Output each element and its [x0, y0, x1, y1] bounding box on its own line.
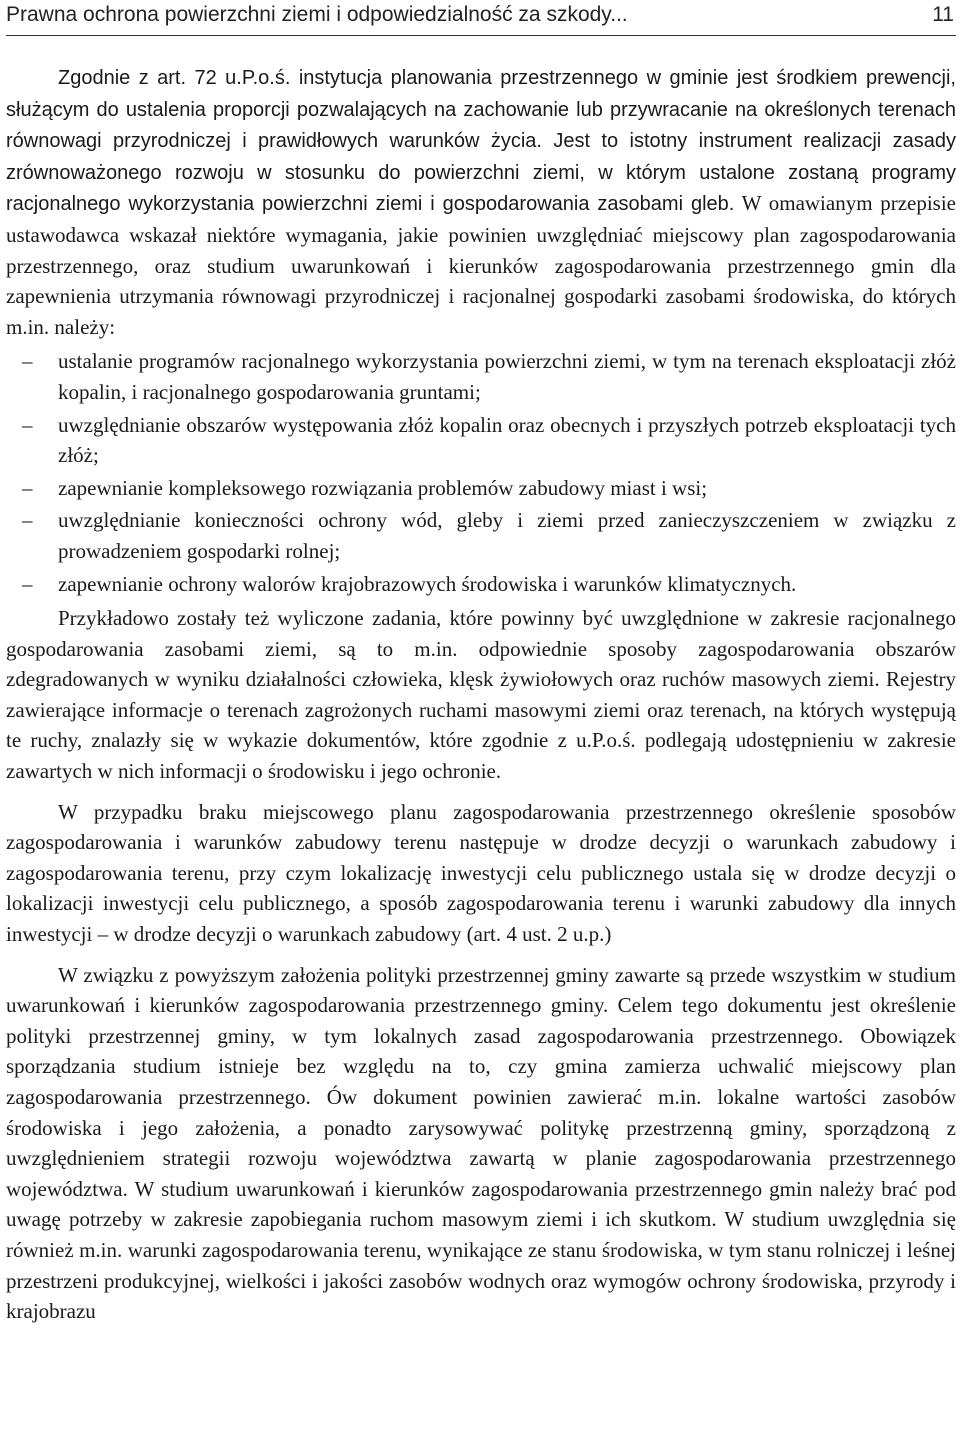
body-text [6, 62, 956, 1327]
paragraph-1 [6, 62, 956, 342]
list-item [6, 505, 956, 566]
paragraph-4: W związku z powyższym założenia polityki przestrzennej gminy zawarte są przede wszystkim w studium uwarunkowań i kierunków zagospodarowania przestrzennego gminy. Celem tego dokumentu jest określenie polityki przestrzennej gminy, w tym lokalnych zasad zagospodarowania przestrzennego. Obowiązek sporządzania studium istnieje bez względu na to, czy gmina zamierza uchwalić miejscowy plan zagospodarowania przestrzennego. Ów dokument powinien zawierać m.in. lokalne wartości zasobów środowiska i jego założenia, a ponadto zarysowywać politykę przestrzenną gminy, sporządzoną z uwzględnieniem strategii rozwoju województwa zawartą w planie zagospodarowania przestrzennego województwa. W studium uwarunkowań i kierunków zagospodarowania przestrzennego gmin należy brać pod uwagę potrzeby w zakresie zapobiegania ruchom masowym ziemi i ich skutkom. W studium uwzględnia się również m.in. warunki zagospodarowania terenu, wynikające ze stanu środowiska, w tym stanu rolniczej i leśnej przestrzeni produkcyjnej, wielkości i jakości zasobów wodnych oraz wymogów ochrony środowiska, przyrody i krajobrazu [6, 962, 956, 1324]
paragraph-2: Przykładowo zostały też wyliczone zadania, które powinny być uwzględnione w zakresie racjonalnego gospodarowania zasobami ziemi, są to m.in. odpowiednie sposoby zagospodarowania obszarów zdegradowanych w wyniku działalności człowieka, klęsk żywiołowych oraz ruchów masowych ziemi. Rejestry zawierające informacje o terenach zagrożonych ruchami masowymi ziemi oraz terenach, na których występują te ruchy, znalazły się w wykazie dokumentów, które zgodnie z u.P.o.ś. podlegają udostępnieniu w zakresie zawartych w nich informacji o środowisku i jego ochronie. [6, 606, 956, 784]
dash-marker: – [22, 508, 33, 533]
requirements-list [6, 346, 956, 599]
dash-marker: – [22, 571, 33, 596]
list-item [6, 569, 956, 600]
list-item [6, 346, 956, 407]
dash-marker: – [22, 475, 33, 500]
list-item-text: zapewnianie ochrony walorów krajobrazowych środowiska i warunków klimatycznych. [58, 571, 797, 596]
paragraph-3: W przypadku braku miejscowego planu zagospodarowania przestrzennego określenie sposobów zagospodarowania i warunków zabudowy terenu następuje w drodze decyzji o warunkach zabudowy i zagospodarowania terenu, przy czym lokalizację inwestycji celu publicznego ustala się w drodze decyzji o lokalizacji inwestycji celu publicznego, a sposób zagospodarowania terenu i warunki zabudowy dla innych inwestycji – w drodze decyzji o warunkach zabudowy (art. 4 ust. 2 u.p.) [6, 799, 956, 947]
list-item [6, 473, 956, 504]
page-number: 11 [932, 3, 954, 26]
paragraph-1-serif-part: W omawianym przepisie ustawodawca wskazał niektóre wymagania, jakie powinien uwzględniać miejscowy plan zagospodarowania przestrzennego, oraz studium uwarunkowań i kierunków zagospodarowania przestrzennego gmin dla zapewnienia utrzymania równowagi przyrodniczej i racjonalnej gospodarki zasobami środowiska, do których m.in. należy: [6, 191, 957, 339]
list-item-text: uwzględnianie obszarów występowania złóż kopalin oraz obecnych i przyszłych potrzeb eksploatacji tych złóż; [58, 412, 956, 468]
list-item-text: ustalanie programów racjonalnego wykorzystania powierzchni ziemi, w tym na terenach eksploatacji złóż kopalin, i racjonalnego gospodarowania gruntami; [58, 349, 956, 404]
dash-marker: – [22, 349, 33, 374]
paragraph-1-sans-part: Zgodnie z art. 72 u.P.o.ś. instytucja planowania przestrzennego w gminie jest środkiem prewencji, służącym do ustalenia proporcji pozwalających na zachowanie lub przywracanie na określonych terenach równowagi przyrodniczej i prawidłowych warunków życia. Jest to istotny instrument realizacji zasady zrównoważonego rozwoju w stosunku do powierzchni ziemi, w którym ustalone zostaną programy racjonalnego wykorzystania powierzchni ziemi i gospodarowania zasobami gleb. [6, 67, 956, 216]
document-page [6, 0, 956, 1327]
dash-marker: – [22, 412, 33, 437]
running-header-title: Prawna ochrona powierzchni ziemi i odpowiedzialność za szkody... [6, 3, 628, 26]
list-item-text: zapewnianie kompleksowego rozwiązania problemów zabudowy miast i wsi; [58, 475, 708, 500]
list-item-text: uwzględnianie konieczności ochrony wód, gleby i ziemi przed zanieczyszczeniem w związku z prowadzeniem gospodarki rolnej; [58, 508, 956, 563]
running-header [6, 0, 956, 36]
list-item [6, 410, 956, 471]
